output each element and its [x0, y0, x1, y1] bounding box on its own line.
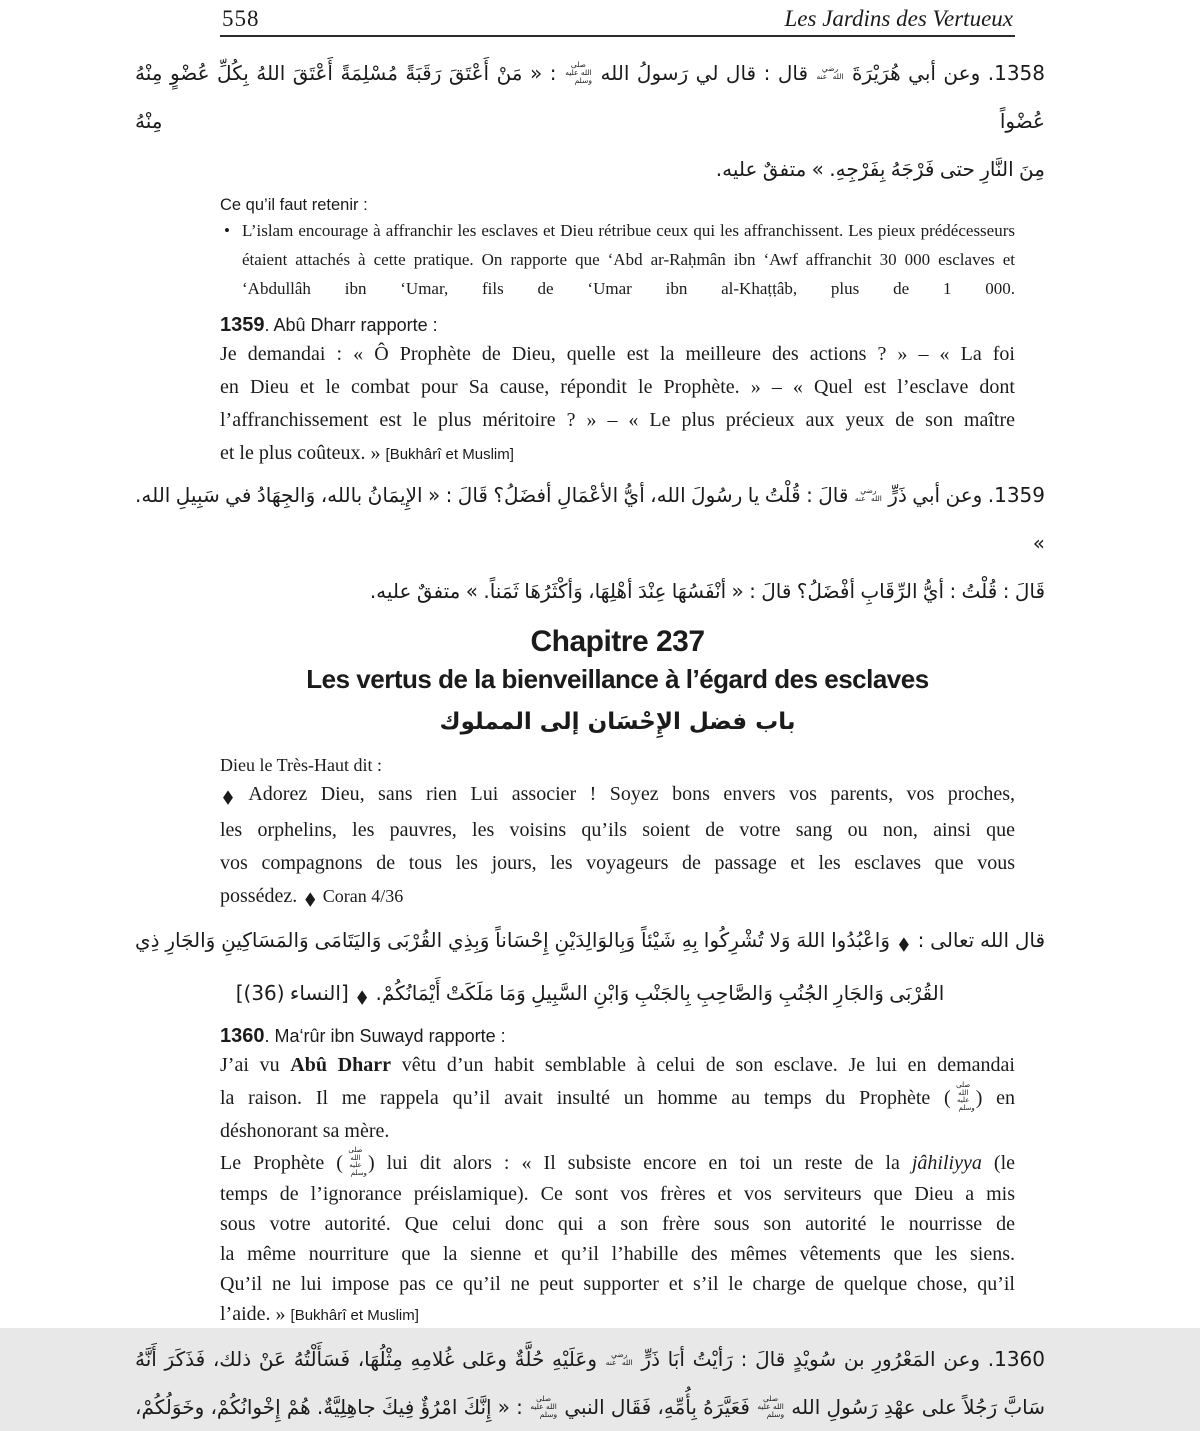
text-segment: les orphelins, les pauvres, les voisins qu’ils soient de votre sang ou non, ainsi que [220, 819, 1015, 841]
text-segment: مِنَ النَّارِ حتى فَرْجَهُ بِفَرْجِهِ. » متفقٌ عليه. [715, 157, 1045, 181]
text-segment: : « مَنْ أَعْتَقَ رَقَبَةً مُسْلِمَةً أَعْتَقَ اللهُ بِكُلِّ عُضْوٍ مِنْهُ عُضْواً مِنْهُ [135, 61, 1045, 133]
text-segment: vos compagnons de tous les jours, les voyageurs de passage et les esclaves que vous [220, 852, 1015, 874]
text-segment: القُرْبَى وَالجَارِ الجُنُبِ وَالصَّاحِبِ بِالجَنْبِ وَابْنِ السَّبِيلِ وَمَا مَلَكَتْ أَيْمَانُكُمْ. [370, 981, 945, 1005]
text-segment: [النساء (36)] [235, 981, 355, 1005]
text-segment: Le Prophète ( [220, 1152, 343, 1174]
text-segment: 1360 [220, 1025, 265, 1047]
chapter-heading [220, 623, 1015, 743]
text-segment: قال : قال لي رَسولُ الله [592, 61, 816, 85]
text-line [135, 916, 1045, 969]
page-content [135, 0, 1045, 1431]
ayah-ornament-icon: ◆ [898, 933, 909, 956]
text-segment: déshonorant sa mère. [220, 1120, 390, 1142]
text-segment: J’ai vu [220, 1054, 291, 1076]
text-segment: possédez. [220, 885, 303, 907]
honorific-seal: صلى الله عليه وسلم [757, 1393, 785, 1419]
text-line [220, 1115, 1015, 1148]
text-segment: سَابَّ رَجُلاً على عهْدِ رَسُولِ الله [785, 1395, 1045, 1420]
honorific-seal: صلى الله عليه وسلم [565, 59, 592, 85]
chapter-number: Chapitre 237 [530, 625, 705, 658]
text-line [242, 216, 1015, 303]
text-segment: Qu’il ne lui impose pas ce qu’il ne peut supporter et s’il le charge de quelque chose, qu’il [220, 1273, 1015, 1296]
hadith-1359-arabic [135, 471, 1045, 615]
text-segment: L’islam encourage à affranchir les esclaves et Dieu rétribue ceux qui les affranchissent. Les pieux prédécesseurs étaient attachés à cette pratique. On rapporte que ‘Abd ar-Raḥmân ibn ‘Awf affranchit 30 000 esclaves et ‘Abdullâh ibn ‘Umar, fils de ‘Umar ibn al-Khaṭṭâb, plus de 1 000. [242, 221, 1015, 298]
text-line [220, 437, 1015, 471]
text-segment: sous votre autorité. Que celui donc qui a son frère sous son autorité le nourrisse de [220, 1213, 1015, 1236]
hadith-1359-french [220, 338, 1015, 471]
book-title: Les Jardins des Vertueux [784, 6, 1013, 31]
honorific-seal: رضي الله عنه [854, 485, 882, 503]
text-line [220, 404, 1015, 437]
hadith-1360-french-para2 [220, 1148, 1015, 1331]
text-line [220, 778, 1015, 814]
text-line [220, 1269, 1015, 1299]
text-segment: vêtu d’un habit semblable à celui de son esclave. Je lui en demandai [391, 1054, 1015, 1076]
text-segment: ) lui dit alors : « Il subsiste encore en toi un reste de la [367, 1152, 912, 1174]
text-line [220, 1239, 1015, 1269]
text-segment: قال الله تعالى : [911, 928, 1045, 952]
ayah-ornament-icon: ◆ [223, 786, 233, 809]
text-segment: jâhiliyya [911, 1152, 982, 1174]
text-segment: l’affranchissement est le plus méritoire ? » – « Le plus précieux aux yeux de son maître [220, 409, 1015, 431]
quran-intro: Dieu le Très-Haut dit : [220, 755, 382, 775]
text-segment: وعَلَيْهِ حُلَّةٌ وعَلى غُلامِهِ مِثْلُهَا، فَسَأَلْتُهُ عَنْ ذلك، فَذَكَرَ أَنَّهُ [135, 1347, 605, 1372]
hadith-1359-heading [220, 313, 1015, 337]
text-line [220, 371, 1015, 404]
text-segment: 1359 [220, 314, 265, 336]
running-header [220, 0, 1015, 37]
hadith-1360-arabic [135, 1335, 1045, 1431]
retenir-heading: Ce qu’il faut retenir : [220, 196, 368, 214]
honorific-seal: رضي الله عنه [605, 1349, 633, 1367]
text-segment: 1360. وعن المَعْرُورِ بن سُويْدٍ قالَ : رَأيْتُ أبَا ذَرٍّ [633, 1347, 1045, 1372]
ayah-ornament-icon: ◆ [305, 888, 316, 911]
hadith-1358-arabic [135, 49, 1045, 193]
text-line [135, 567, 1045, 615]
retenir-bullet-item [220, 216, 1015, 303]
text-segment: فَعَيَّرَهُ بِأُمِّهِ، فَقَال النبي [558, 1395, 757, 1420]
text-segment: en Dieu et le combat pour Sa cause, répondit le Prophète. » – « Quel est l’esclave dont [220, 376, 1015, 398]
text-segment: : « إِنَّكَ امْرُؤٌ فِيكَ جاهِلِيَّةٌ. هُمْ إِخْوانُكُمْ، وخَوَلُكُمْ، [135, 1395, 530, 1420]
honorific-seal: رضي الله عنه [816, 63, 844, 81]
text-line [220, 814, 1015, 847]
text-line [220, 1082, 1015, 1115]
text-line [135, 49, 1045, 145]
bullet-icon: • [224, 221, 230, 240]
honorific-seal: صلى الله عليه وسلم [956, 1081, 975, 1112]
text-segment: temps de l’ignorance préislamique). Ce sont vos frères et vos serviteurs que Dieu a mis [220, 1183, 1015, 1206]
text-segment: 1359. وعن أبي ذَرٍّ [882, 483, 1045, 507]
source-reference: [Bukhârî et Muslim] [290, 1307, 419, 1325]
source-reference: [Bukhârî et Muslim] [385, 446, 514, 463]
text-line [220, 338, 1015, 371]
chapter-title: Les vertus de la bienveillance à l’égard des esclaves [306, 664, 929, 694]
text-line [220, 1299, 1015, 1331]
text-segment: 1358. وعن أبي هُرَيْرَةَ [844, 61, 1045, 85]
text-line [220, 1179, 1015, 1209]
text-segment: la raison. Il me rappela qu’il avait insulté un homme au temps du Prophète ( [220, 1087, 951, 1109]
text-line [220, 1049, 1015, 1082]
text-line [220, 847, 1015, 880]
text-segment: (le [981, 1152, 1015, 1174]
honorific-seal: صلى الله عليه وسلم [348, 1146, 367, 1177]
text-segment: l’aide. » [220, 1303, 291, 1326]
text-segment: قالَ : قُلْتُ يا رسُولَ الله، أيُّ الأعْمَالِ أفضَلُ؟ قَالَ : « الإِيمَانُ بالله، وَالجِهَادُ في سَبِيلِ الله. » [135, 483, 1045, 555]
text-segment: وَاعْبُدُوا اللهَ وَلا تُشْرِكُوا بِهِ شَيْئاً وَبِالوَالِدَيْنِ إِحْسَاناً وَبِذِي القُرْبَى وَاليَتَامَى وَالمَسَاكِينِ وَالجَارِ ذِي [135, 928, 896, 952]
text-segment: et le plus coûteux. » [220, 442, 386, 464]
text-segment: Abû Dharr [290, 1054, 392, 1076]
hadith-1360-french-para1 [220, 1049, 1015, 1148]
quran-french [220, 778, 1015, 916]
honorific-seal: صلى الله عليه وسلم [530, 1393, 558, 1419]
text-line [135, 1335, 1045, 1383]
text-segment: . Abû Dharr rapporte : [264, 315, 438, 335]
text-segment: la même nourriture que la sienne et qu’il l’habille des mêmes vêtements que les siens. [220, 1243, 1015, 1266]
quran-reference: Coran 4/36 [318, 886, 404, 906]
quran-arabic [135, 916, 1045, 1022]
hadith-1360-heading [220, 1024, 1015, 1048]
text-segment: Je demandai : « Ô Prophète de Dieu, quelle est la meilleure des actions ? » – « La foi [220, 343, 1015, 365]
chapter-title-arabic: باب فضل الإِحْسَان إلى المملوك [439, 709, 796, 735]
retenir-text [242, 216, 1015, 303]
text-segment: قَالَ : قُلْتُ : أيُّ الرِّقَابِ أفْضَلُ؟ قالَ : « أنْفَسُهَا عِنْدَ أهْلِهَا، وَأكْثَرُهَا ثَمَناً. » متفقٌ عليه. [369, 579, 1045, 603]
text-line [135, 471, 1045, 567]
text-segment: ) en [975, 1087, 1015, 1109]
text-line [220, 1209, 1015, 1239]
text-line [220, 1148, 1015, 1179]
text-segment: . Ma‘rûr ibn Suwayd rapporte : [264, 1026, 506, 1046]
page-number: 558 [222, 6, 260, 31]
text-line [135, 145, 1045, 193]
ayah-ornament-icon: ◆ [357, 986, 368, 1009]
text-line [135, 1383, 1045, 1431]
text-segment: Adorez Dieu, sans rien Lui associer ! Soyez bons envers vos parents, vos proches, [236, 783, 1015, 805]
